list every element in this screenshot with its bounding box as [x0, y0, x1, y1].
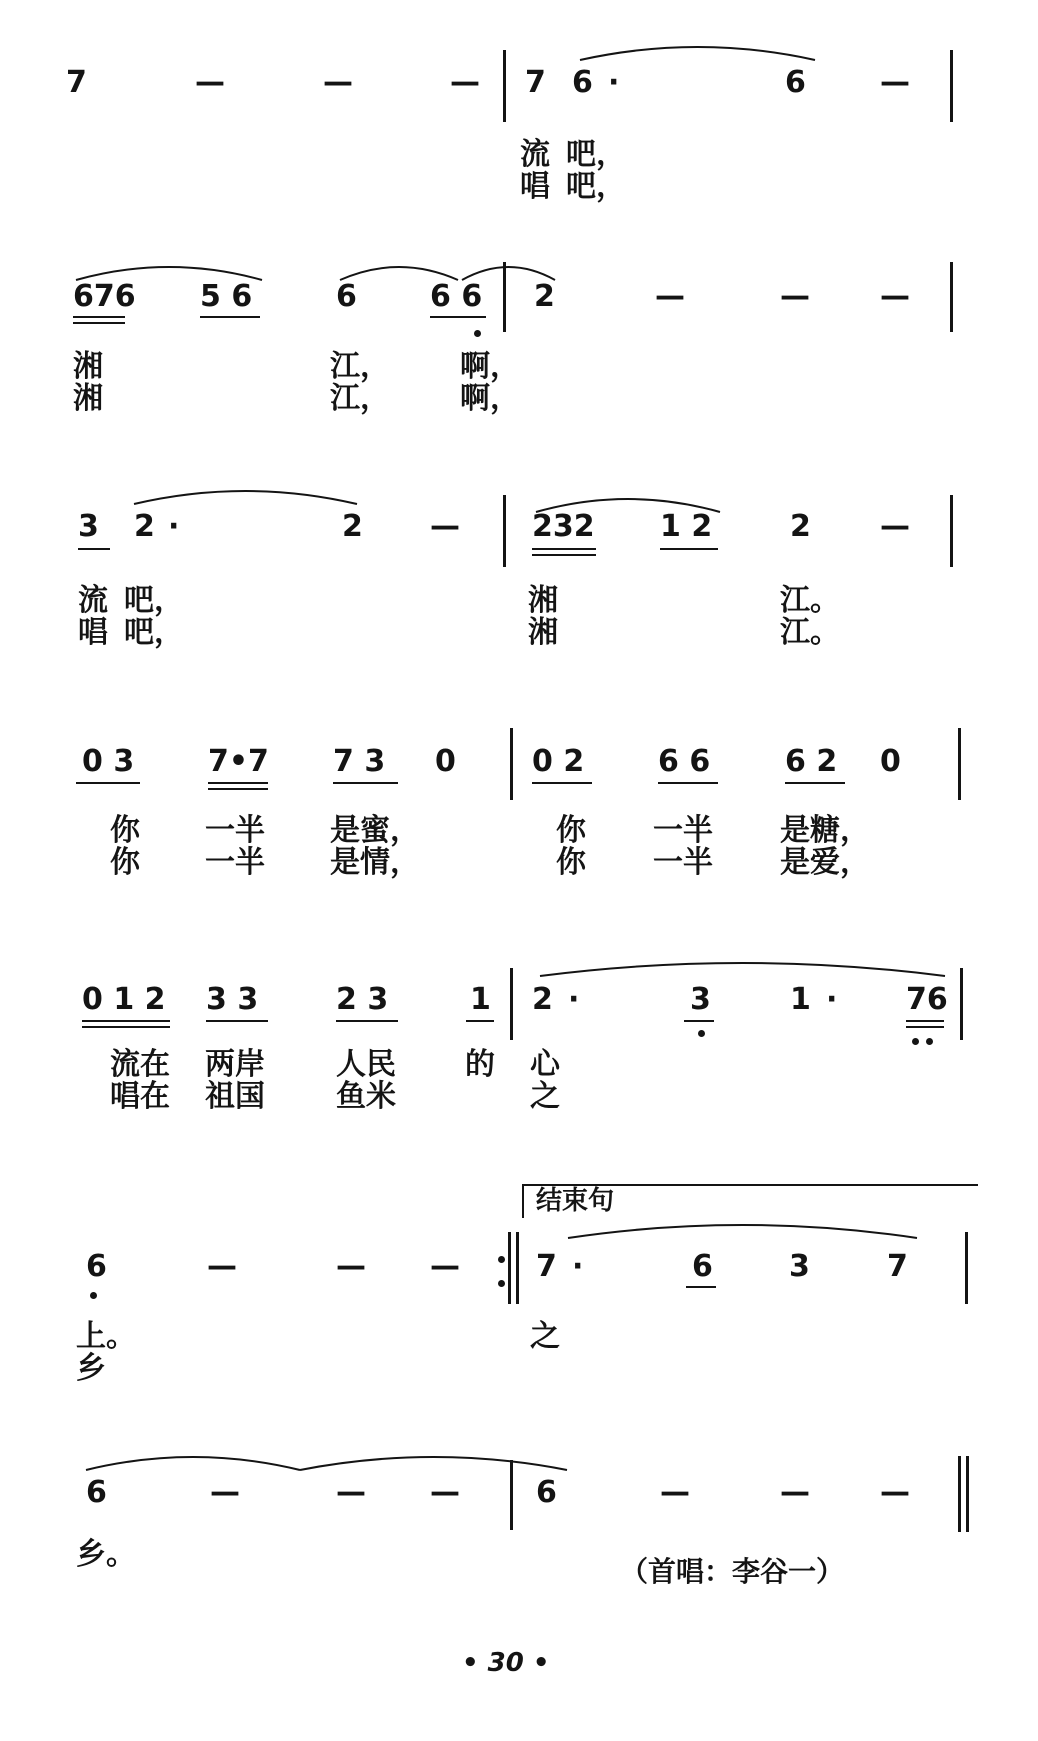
note: 2 — [342, 509, 363, 544]
lyric: 啊， — [460, 349, 520, 384]
note: — — [780, 1475, 810, 1510]
rhythm-underline — [466, 1020, 494, 1022]
lyric: 唱 — [78, 615, 108, 650]
note: 2 — [134, 509, 155, 544]
lyric: 是糖， — [780, 813, 870, 848]
note: — — [450, 65, 480, 100]
rhythm-underline — [82, 1026, 170, 1028]
lyric: 人民 — [336, 1047, 396, 1082]
credit: （首唱：李谷一） — [620, 1555, 845, 1588]
rhythm-underline — [82, 1020, 170, 1022]
lyric: 祖国 — [205, 1079, 265, 1114]
lyric: 乡。 — [76, 1537, 136, 1572]
note: — — [780, 279, 810, 314]
barline — [965, 1232, 968, 1304]
note: 2 — [532, 982, 553, 1017]
lyric: 之 — [530, 1319, 560, 1354]
lyric: 江， — [330, 381, 390, 416]
rhythm-underline — [658, 782, 718, 784]
lyric: 湘 — [73, 381, 103, 416]
note: 6 — [536, 1475, 557, 1510]
note: — — [880, 65, 910, 100]
lyric: 唱 — [520, 169, 550, 204]
note: · — [608, 65, 620, 100]
note: 6 — [86, 1249, 107, 1284]
note: — — [210, 1475, 240, 1510]
lyric: 湘 — [528, 583, 558, 618]
note: 0 — [880, 744, 901, 779]
repeat-dot — [498, 1280, 505, 1287]
note: 7 — [536, 1249, 557, 1284]
note: — — [660, 1475, 690, 1510]
lyric: 江。 — [780, 583, 840, 618]
rhythm-underline — [200, 316, 260, 318]
barline — [950, 50, 953, 122]
note: 7•7 — [208, 744, 269, 779]
slur — [568, 1225, 917, 1238]
lyric: 乡 — [76, 1351, 106, 1386]
note: — — [207, 1249, 237, 1284]
lyric: 两岸 — [205, 1047, 265, 1082]
lyric: 一半 — [653, 845, 713, 880]
rhythm-underline — [684, 1020, 714, 1022]
note: — — [880, 509, 910, 544]
note: — — [430, 1475, 460, 1510]
note: — — [880, 279, 910, 314]
lyric: 你 — [556, 813, 586, 848]
note: — — [430, 509, 460, 544]
rhythm-underline — [785, 782, 845, 784]
barline — [503, 50, 506, 122]
lyric: 上。 — [76, 1319, 136, 1354]
rhythm-underline — [686, 1286, 716, 1288]
note: 0 — [435, 744, 456, 779]
rhythm-underline — [532, 548, 596, 550]
note: 0 1 2 — [82, 982, 166, 1017]
rhythm-underline — [73, 322, 125, 324]
lyric: 江。 — [780, 615, 840, 650]
note: 7 — [66, 65, 87, 100]
note: 6 6 — [430, 279, 483, 314]
note: 7 3 — [333, 744, 386, 779]
note: 0 2 — [532, 744, 585, 779]
rhythm-underline — [660, 548, 718, 550]
note: 6 — [572, 65, 593, 100]
slur — [540, 963, 945, 976]
lyric: 流 — [520, 137, 550, 172]
note: 7 — [887, 1249, 908, 1284]
note: 676 — [73, 279, 136, 314]
lyric: 鱼米 — [336, 1079, 396, 1114]
note: 3 — [78, 509, 99, 544]
lyric: 一半 — [205, 813, 265, 848]
octave-dot — [912, 1038, 919, 1045]
barline — [503, 495, 506, 567]
barline — [516, 1232, 519, 1304]
lyric: 湘 — [73, 349, 103, 384]
volta-bracket — [522, 1184, 524, 1218]
note: 232 — [532, 509, 595, 544]
lyric: 你 — [110, 813, 140, 848]
note: 6 — [785, 65, 806, 100]
barline — [958, 1456, 961, 1532]
repeat-dot — [498, 1256, 505, 1263]
note: · — [568, 982, 580, 1017]
slur — [300, 1457, 567, 1470]
note: 1 — [470, 982, 491, 1017]
slur — [134, 491, 357, 504]
note: · — [572, 1249, 584, 1284]
note: · — [826, 982, 838, 1017]
rhythm-underline — [336, 1020, 398, 1022]
rhythm-underline — [333, 782, 398, 784]
rhythm-underline — [532, 554, 596, 556]
note: 6 6 — [658, 744, 711, 779]
rhythm-underline — [208, 788, 268, 790]
rhythm-underline — [906, 1020, 944, 1022]
note: — — [336, 1475, 366, 1510]
note: — — [430, 1249, 460, 1284]
note: — — [880, 1475, 910, 1510]
octave-dot — [698, 1030, 705, 1037]
octave-dot — [474, 330, 481, 337]
rhythm-underline — [430, 316, 486, 318]
barline — [503, 262, 506, 332]
lyric: 是蜜， — [330, 813, 420, 848]
octave-dot — [90, 1292, 97, 1299]
barline — [950, 495, 953, 567]
lyric: 吧， — [124, 583, 184, 618]
barline — [510, 728, 513, 800]
lyric: 一半 — [653, 813, 713, 848]
lyric: 吧， — [124, 615, 184, 650]
volta-bracket — [522, 1184, 978, 1186]
lyric: 你 — [110, 845, 140, 880]
volta-label: 结束句 — [536, 1186, 615, 1216]
note: 76 — [906, 982, 948, 1017]
lyric: 一半 — [205, 845, 265, 880]
note: 2 3 — [336, 982, 389, 1017]
rhythm-underline — [76, 782, 140, 784]
barline — [958, 728, 961, 800]
lyric: 的 — [465, 1047, 495, 1082]
note: 2 — [534, 279, 555, 314]
lyric: 心 — [530, 1047, 560, 1082]
lyric: 吧， — [566, 169, 626, 204]
rhythm-underline — [532, 782, 592, 784]
rhythm-underline — [206, 1020, 268, 1022]
lyric: 啊， — [460, 381, 520, 416]
note: 1 — [790, 982, 811, 1017]
note: 1 2 — [660, 509, 713, 544]
lyric: 吧， — [566, 137, 626, 172]
note: 3 — [690, 982, 711, 1017]
lyric: 江， — [330, 349, 390, 384]
note: 3 — [789, 1249, 810, 1284]
note: — — [195, 65, 225, 100]
barline — [510, 1460, 513, 1530]
rhythm-underline — [906, 1026, 944, 1028]
lyric: 之 — [530, 1079, 560, 1114]
lyric: 湘 — [528, 615, 558, 650]
page-number: • 30 • — [462, 1648, 550, 1678]
note: 6 — [336, 279, 357, 314]
octave-dot — [926, 1038, 933, 1045]
slur — [580, 47, 815, 60]
lyric: 流在 — [110, 1047, 170, 1082]
note: 5 6 — [200, 279, 253, 314]
note: — — [336, 1249, 366, 1284]
note: 2 — [790, 509, 811, 544]
slur — [86, 1457, 300, 1470]
lyric: 流 — [78, 583, 108, 618]
note: 7 — [525, 65, 546, 100]
rhythm-underline — [78, 548, 110, 550]
barline — [966, 1456, 969, 1532]
barline — [510, 968, 513, 1040]
note: 3 3 — [206, 982, 259, 1017]
note: 6 2 — [785, 744, 838, 779]
note: — — [323, 65, 353, 100]
note: 6 — [86, 1475, 107, 1510]
lyric: 是情， — [330, 845, 420, 880]
barline — [960, 968, 963, 1040]
note: · — [168, 509, 180, 544]
barline — [508, 1232, 511, 1304]
rhythm-underline — [208, 782, 268, 784]
note: 0 3 — [82, 744, 135, 779]
lyric: 是爱， — [780, 845, 870, 880]
note: — — [655, 279, 685, 314]
barline — [950, 262, 953, 332]
rhythm-underline — [73, 316, 125, 318]
lyric: 唱在 — [110, 1079, 170, 1114]
lyric: 你 — [556, 845, 586, 880]
note: 6 — [692, 1249, 713, 1284]
